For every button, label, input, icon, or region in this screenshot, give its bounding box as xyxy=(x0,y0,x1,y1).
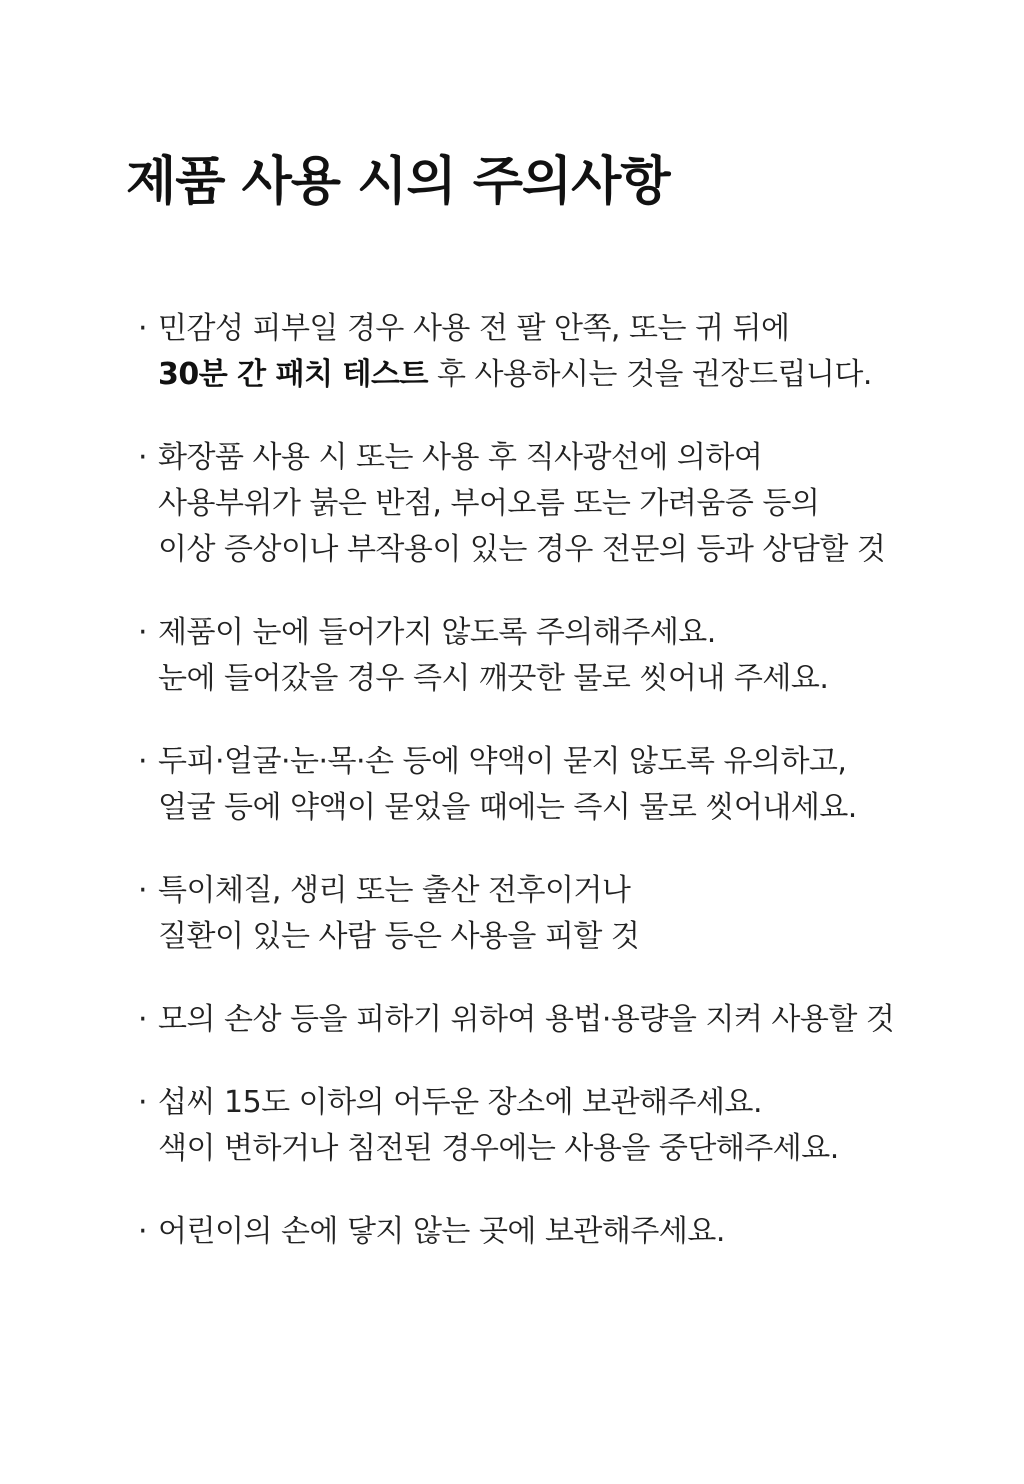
page-title: 제품 사용 시의 주의사항 xyxy=(126,152,670,212)
note-line: 두피·얼굴·눈·목·손 등에 약액이 묻지 않도록 유의하고, xyxy=(158,744,847,779)
note-line: 민감성 피부일 경우 사용 전 팔 안쪽, 또는 귀 뒤에 xyxy=(158,311,790,346)
note-line: 모의 손상 등을 피하기 위하여 용법·용량을 지켜 사용할 것 xyxy=(158,1002,895,1037)
note-line: 제품이 눈에 들어가지 않도록 주의해주세요. xyxy=(158,615,716,650)
bullet-dot: · xyxy=(138,1214,148,1249)
list-item xyxy=(138,1080,998,1172)
list-item xyxy=(138,306,998,398)
list-item xyxy=(138,610,998,702)
list-item xyxy=(138,1209,998,1255)
list-item xyxy=(138,868,998,960)
note-line: 화장품 사용 시 또는 사용 후 직사광선에 의하여 xyxy=(158,440,763,475)
note-line: 눈에 들어갔을 경우 즉시 깨끗한 물로 씻어내 주세요. xyxy=(158,661,829,696)
precautions-list xyxy=(138,306,998,1292)
note-line: 색이 변하거나 침전된 경우에는 사용을 중단해주세요. xyxy=(158,1131,839,1166)
note-line: 이상 증상이나 부작용이 있는 경우 전문의 등과 상담할 것 xyxy=(158,532,886,567)
list-item xyxy=(138,435,998,573)
emphasis-text: 30분 간 패치 테스트 xyxy=(158,357,428,392)
note-line-rest: 후 사용하시는 것을 권장드립니다. xyxy=(427,357,872,392)
note-line xyxy=(158,352,998,398)
note-line: 사용부위가 붉은 반점, 부어오름 또는 가려움증 등의 xyxy=(158,486,820,521)
list-item xyxy=(138,997,998,1043)
bullet-dot: · xyxy=(138,1002,148,1037)
bullet-dot: · xyxy=(138,744,148,779)
bullet-dot: · xyxy=(138,873,148,908)
note-line: 어린이의 손에 닿지 않는 곳에 보관해주세요. xyxy=(158,1214,725,1249)
note-line: 얼굴 등에 약액이 묻었을 때에는 즉시 물로 씻어내세요. xyxy=(158,790,857,825)
bullet-dot: · xyxy=(138,615,148,650)
bullet-dot: · xyxy=(138,1085,148,1120)
note-line: 특이체질, 생리 또는 출산 전후이거나 xyxy=(158,873,631,908)
note-line: 섭씨 15도 이하의 어두운 장소에 보관해주세요. xyxy=(158,1085,763,1120)
bullet-dot: · xyxy=(138,311,148,346)
note-line: 질환이 있는 사람 등은 사용을 피할 것 xyxy=(158,919,640,954)
bullet-dot: · xyxy=(138,440,148,475)
list-item xyxy=(138,739,998,831)
